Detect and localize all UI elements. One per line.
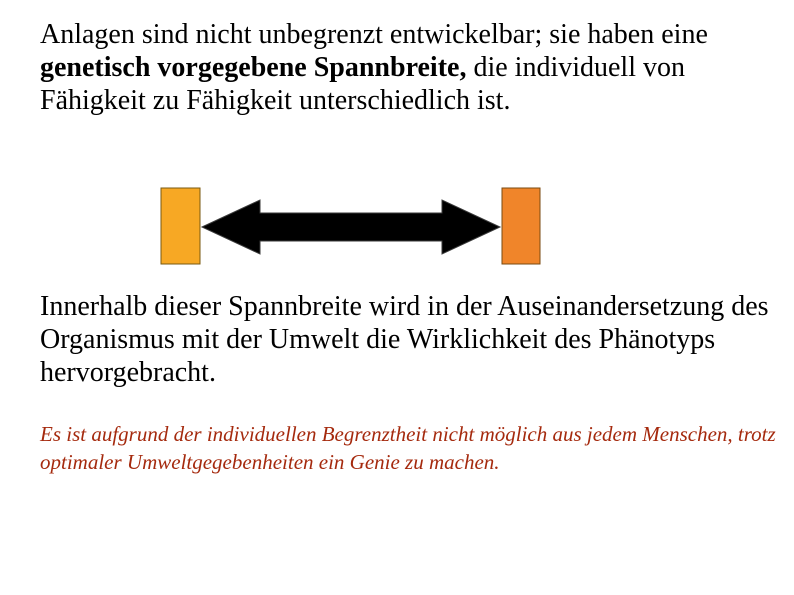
range-diagram xyxy=(160,186,542,266)
left-limit-bar xyxy=(161,188,200,264)
note-paragraph: Es ist aufgrund der individuellen Begrenztheit nicht möglich aus jedem Menschen, trotz optimaler Umweltgegebenheiten ein Genie zu machen. xyxy=(40,422,776,474)
intro-bold-term: genetisch vorgegebene Spannbreite, xyxy=(40,52,467,83)
intro-text-start: Anlagen sind nicht unbegrenzt entwickelbar; sie haben eine xyxy=(40,19,708,50)
right-limit-bar xyxy=(502,188,540,264)
intro-text-end: die individuell von Fähigkeit zu Fähigkeit unterschiedlich ist. xyxy=(40,52,685,116)
body-paragraph: Innerhalb dieser Spannbreite wird in der Auseinandersetzung des Organismus mit der Umwelt die Wirklichkeit des Phänotyps hervorgebracht. xyxy=(40,291,769,388)
intro-paragraph xyxy=(40,18,780,117)
double-headed-arrow xyxy=(202,200,500,254)
